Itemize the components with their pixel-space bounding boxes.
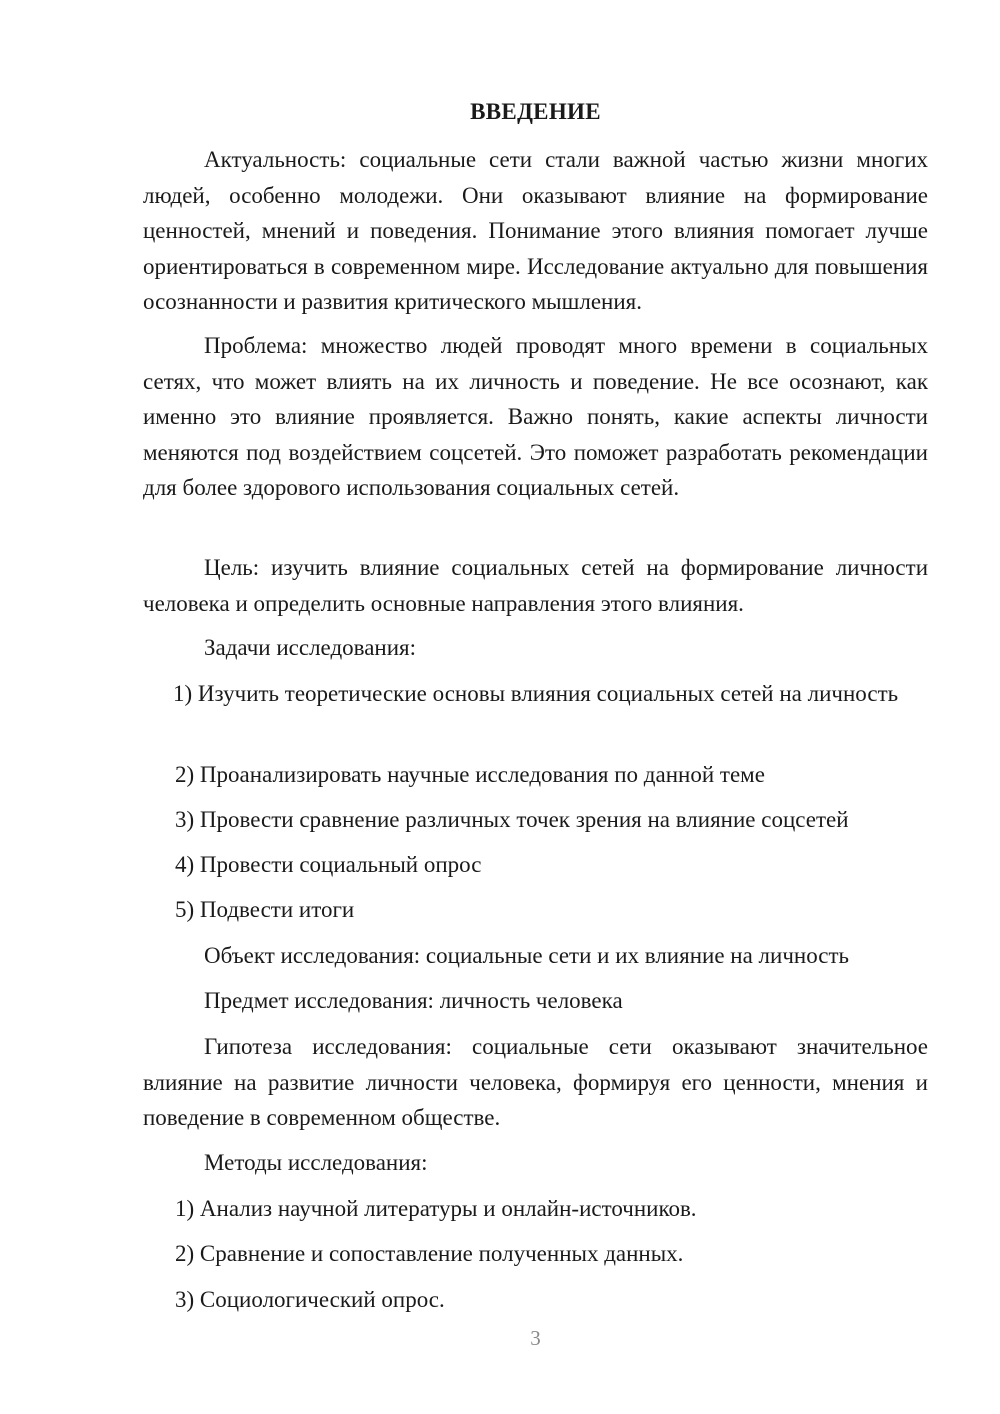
object-paragraph: Объект исследования: социальные сети и их влияние на личность <box>204 943 850 968</box>
goal-paragraph: Цель: изучить влияние социальных сетей на формирование личности человека и определить основные направления этого влияния. <box>143 555 928 616</box>
section-title: ВВЕДЕНИЕ <box>470 99 601 124</box>
methods-heading: Методы исследования: <box>204 1150 428 1175</box>
method-item: 3) Социологический опрос. <box>175 1287 445 1312</box>
subject-paragraph: Предмет исследования: личность человека <box>204 988 623 1013</box>
method-item: 1) Анализ научной литературы и онлайн-источников. <box>175 1196 697 1221</box>
relevance-paragraph: Актуальность: социальные сети стали важной частью жизни многих людей, особенно молодежи. Они оказывают влияние на формирование ценностей, мнений и поведения. Понимание этого влияния помогает лучше ориентироваться в современном мире. Исследование актуально для повышения осознанности и развития критического мышления. <box>143 147 928 314</box>
method-item: 2) Сравнение и сопоставление полученных данных. <box>175 1241 684 1266</box>
task-item: 2) Проанализировать научные исследования по данной теме <box>175 762 765 787</box>
problem-paragraph: Проблема: множество людей проводят много времени в социальных сетях, что может влиять на их личность и поведение. Не все осознают, как именно это влияние проявляется. Важно понять, какие аспекты личности меняются под воздействием соцсетей. Это поможет разработать рекомендации для более здорового использования социальных сетей. <box>143 333 928 500</box>
tasks-heading: Задачи исследования: <box>204 635 417 660</box>
task-item: 3) Провести сравнение различных точек зрения на влияние соцсетей <box>175 807 849 832</box>
task-item: 4) Провести социальный опрос <box>175 852 482 877</box>
task-item: 1) Изучить теоретические основы влияния социальных сетей на личность <box>173 681 899 706</box>
document-page <box>143 0 928 1414</box>
task-item: 5) Подвести итоги <box>175 897 355 922</box>
hypothesis-paragraph: Гипотеза исследования: социальные сети оказывают значительное влияние на развитие личности человека, формируя его ценности, мнения и поведение в современном обществе. <box>143 1034 928 1130</box>
page-number: 3 <box>530 1326 541 1350</box>
